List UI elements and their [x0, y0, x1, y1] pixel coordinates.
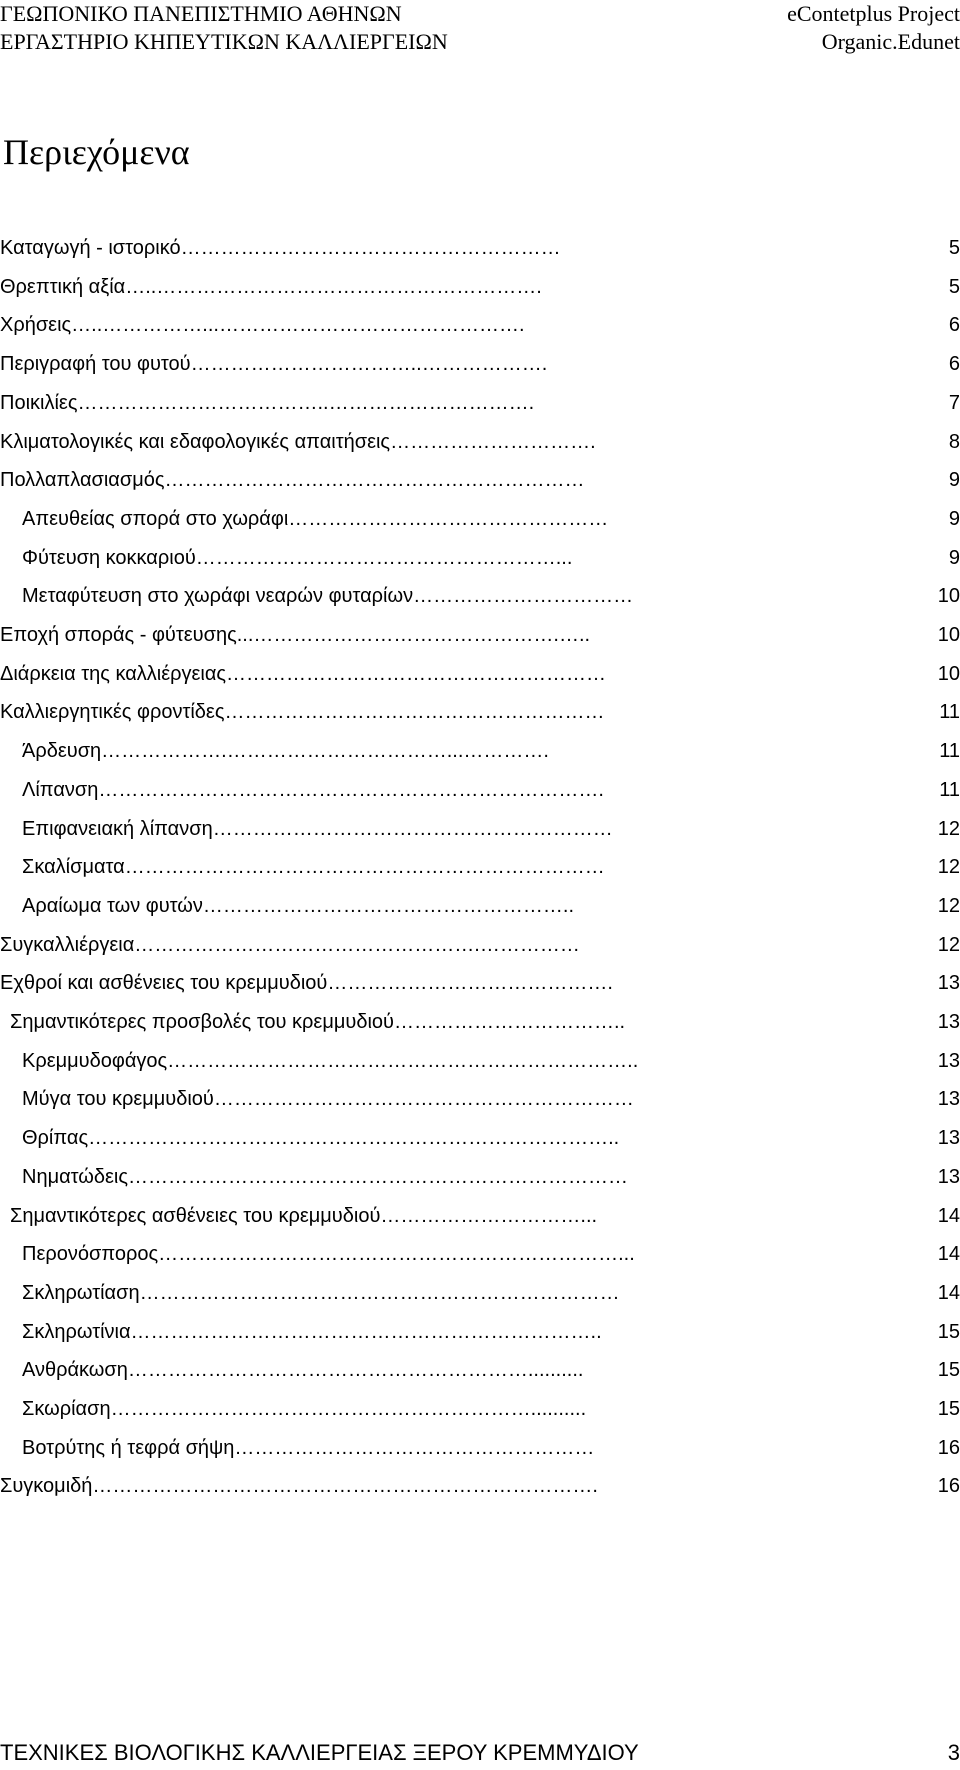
- toc-entry: [0, 1205, 960, 1235]
- toc-entry-title: Συγκαλλιέργεια…………………………………………….……………: [0, 934, 580, 956]
- toc-entry-title: Θρεπτική αξία…..………………………………………………….: [0, 276, 542, 298]
- toc-entry: [0, 314, 960, 344]
- toc-entry-title: Περιγραφή του φυτού……………………………..……………….: [0, 353, 548, 375]
- toc-entry: [0, 934, 960, 964]
- page-footer: [0, 1740, 960, 1770]
- toc-entry-page: 12: [937, 934, 960, 956]
- toc-entry: [0, 237, 960, 267]
- project-site: Organic.Edunet: [821, 29, 960, 54]
- toc-entry-page: 9: [948, 469, 960, 491]
- toc-entry-title: Χρήσεις…..……………...……………………………………….: [0, 314, 525, 336]
- page-header: [0, 0, 960, 60]
- page-title: Περιεχόμενα: [3, 132, 190, 172]
- toc-entry-title: Επιφανειακή λίπανση……………………………………………………: [22, 818, 613, 840]
- toc-entry-page: 7: [948, 392, 960, 414]
- toc-entry-title: Εποχή σποράς - φύτευσης...……………………………………….…..: [0, 624, 591, 646]
- toc-entry-page: 16: [937, 1437, 960, 1459]
- toc-entry: [0, 1243, 960, 1273]
- toc-entry-page: 9: [948, 547, 960, 569]
- toc-entry: [0, 1359, 960, 1389]
- toc-entry-page: 8: [948, 431, 960, 453]
- toc-entry: [0, 276, 960, 306]
- toc-entry: [0, 1321, 960, 1351]
- toc-entry-title: Σημαντικότερες ασθένειες του κρεμμυδιού…………………………...: [10, 1205, 598, 1227]
- toc-entry: [0, 779, 960, 809]
- toc-entry-page: 13: [937, 1166, 960, 1188]
- toc-entry-page: 12: [937, 856, 960, 878]
- header-institution: [0, 0, 560, 56]
- toc-entry-title: Αραίωμα των φυτών………………………………………………..: [22, 895, 575, 917]
- toc-entry-title: Καταγωγή - ιστορικό…………………………………………………: [0, 237, 561, 259]
- toc-entry-title: Μεταφύτευση στο χωράφι νεαρών φυταρίων……………………………: [22, 585, 634, 607]
- toc-entry: [0, 392, 960, 422]
- toc-entry-page: 15: [937, 1359, 960, 1381]
- toc-entry: [0, 1282, 960, 1312]
- toc-entry-title: Σκληρωτίνια……………………………………………………………..: [22, 1321, 602, 1343]
- toc-entry-title: Σκωρίαση………………………………………………………..........: [22, 1398, 587, 1420]
- toc-entry-title: Ανθράκωση……………………………………………………..........: [22, 1359, 584, 1381]
- toc-entry-page: 13: [937, 1050, 960, 1072]
- toc-entry-title: Βοτρύτης ή τεφρά σήψη………………………………………………: [22, 1437, 595, 1459]
- laboratory-name: ΕΡΓΑΣΤΗΡΙΟ ΚΗΠΕΥΤΙΚΩΝ ΚΑΛΛΙΕΡΓΕΙΩΝ: [0, 29, 448, 54]
- toc-entry-page: 14: [937, 1205, 960, 1227]
- toc-entry-page: 15: [937, 1321, 960, 1343]
- toc-entry-title: Άρδευση……………….……………………………...………….: [22, 740, 549, 762]
- toc-entry-title: Λίπανση………………………………………………………………….: [22, 779, 604, 801]
- toc-entry-title: Νηματώδεις…………………………………………………………………: [22, 1166, 629, 1188]
- toc-entry: [0, 1127, 960, 1157]
- toc-entry-title: Κρεμμυδοφάγος……………………………………………………………..: [22, 1050, 639, 1072]
- toc-entry-title: Σημαντικότερες προσβολές του κρεμμυδιού……………………………..: [10, 1011, 626, 1033]
- toc-entry-page: 14: [937, 1282, 960, 1304]
- toc-entry-page: 13: [937, 1088, 960, 1110]
- toc-entry-title: Σκαλίσματα………………………………………………………………: [22, 856, 605, 878]
- toc-entry: [0, 1011, 960, 1041]
- toc-entry: [0, 469, 960, 499]
- toc-entry: [0, 431, 960, 461]
- toc-entry-page: 5: [948, 237, 960, 259]
- toc-entry: [0, 701, 960, 731]
- document-title: ΤΕΧΝΙΚΕΣ ΒΙΟΛΟΓΙΚΗΣ ΚΑΛΛΙΕΡΓΕΙΑΣ ΞΕΡΟΥ ΚΡΕΜΜΥΔΙΟΥ: [0, 1740, 639, 1765]
- toc-entry: [0, 1088, 960, 1118]
- toc-entry-title: Φύτευση κοκκαριού………………………………………………...: [22, 547, 573, 569]
- toc-entry: [0, 972, 960, 1002]
- toc-entry: [0, 353, 960, 383]
- toc-entry: [0, 856, 960, 886]
- toc-entry-page: 13: [937, 1011, 960, 1033]
- toc-entry-title: Μύγα του κρεμμυδιού………………………………………………………: [22, 1088, 634, 1110]
- toc-entry-page: 12: [937, 818, 960, 840]
- toc-entry-title: Καλλιεργητικές φροντίδες…………………………………………………: [0, 701, 605, 723]
- toc-entry-page: 11: [939, 701, 960, 723]
- toc-entry-title: Κλιματολογικές και εδαφολογικές απαιτήσεις………………………….: [0, 431, 596, 453]
- toc-entry-page: 6: [948, 353, 960, 375]
- toc-entry-title: Σκληρωτίαση………………………………………………………………: [22, 1282, 620, 1304]
- toc-entry-page: 10: [937, 624, 960, 646]
- toc-entry: [0, 895, 960, 925]
- header-project: [700, 0, 960, 56]
- toc-entry: [0, 1475, 960, 1505]
- university-name: ΓΕΩΠΟΝΙΚΟ ΠΑΝΕΠΙΣΤΗΜΙΟ ΑΘΗΝΩΝ: [0, 1, 402, 26]
- toc-entry-title: Συγκομιδή………………………………………………………………….: [0, 1475, 598, 1497]
- toc-entry: [0, 1437, 960, 1467]
- toc-entry: [0, 1398, 960, 1428]
- toc-entry-title: Ποικιλίες………………………………..………………………….: [0, 392, 535, 414]
- toc-entry: [0, 547, 960, 577]
- toc-entry-title: Πολλαπλασιασμός………………………………………………………: [0, 469, 585, 491]
- toc-entry-page: 13: [937, 972, 960, 994]
- toc-entry: [0, 1166, 960, 1196]
- toc-entry-page: 12: [937, 895, 960, 917]
- toc-entry: [0, 818, 960, 848]
- toc-entry-title: Διάρκεια της καλλιέργειας…………………………………………………: [0, 663, 607, 685]
- toc-entry-page: 16: [937, 1475, 960, 1497]
- toc-entry-page: 13: [937, 1127, 960, 1149]
- toc-entry-page: 5: [948, 276, 960, 298]
- toc-entry-page: 11: [939, 779, 960, 801]
- toc-entry-page: 15: [937, 1398, 960, 1420]
- page-number: 3: [947, 1740, 960, 1765]
- toc-entry-title: Εχθροί και ασθένειες του κρεμμυδιού…………………………………….: [0, 972, 613, 994]
- toc-entry: [0, 585, 960, 615]
- toc-entry-page: 11: [939, 740, 960, 762]
- toc-entry-page: 6: [948, 314, 960, 336]
- toc-entry-page: 10: [937, 663, 960, 685]
- toc-entry: [0, 663, 960, 693]
- toc-entry-title: Περονόσπορος……………………………………………………………...: [22, 1243, 635, 1265]
- toc-entry: [0, 508, 960, 538]
- toc-entry-page: 14: [937, 1243, 960, 1265]
- toc-entry-title: Θρίπας……………………………………………………………………..: [22, 1127, 620, 1149]
- toc-entry: [0, 624, 960, 654]
- toc-entry: [0, 740, 960, 770]
- toc-entry-title: Απευθείας σπορά στο χωράφι…………………………………………: [22, 508, 609, 530]
- project-name: eContetplus Project: [787, 1, 960, 26]
- toc-entry-page: 10: [937, 585, 960, 607]
- toc-entry: [0, 1050, 960, 1080]
- toc-entry-page: 9: [948, 508, 960, 530]
